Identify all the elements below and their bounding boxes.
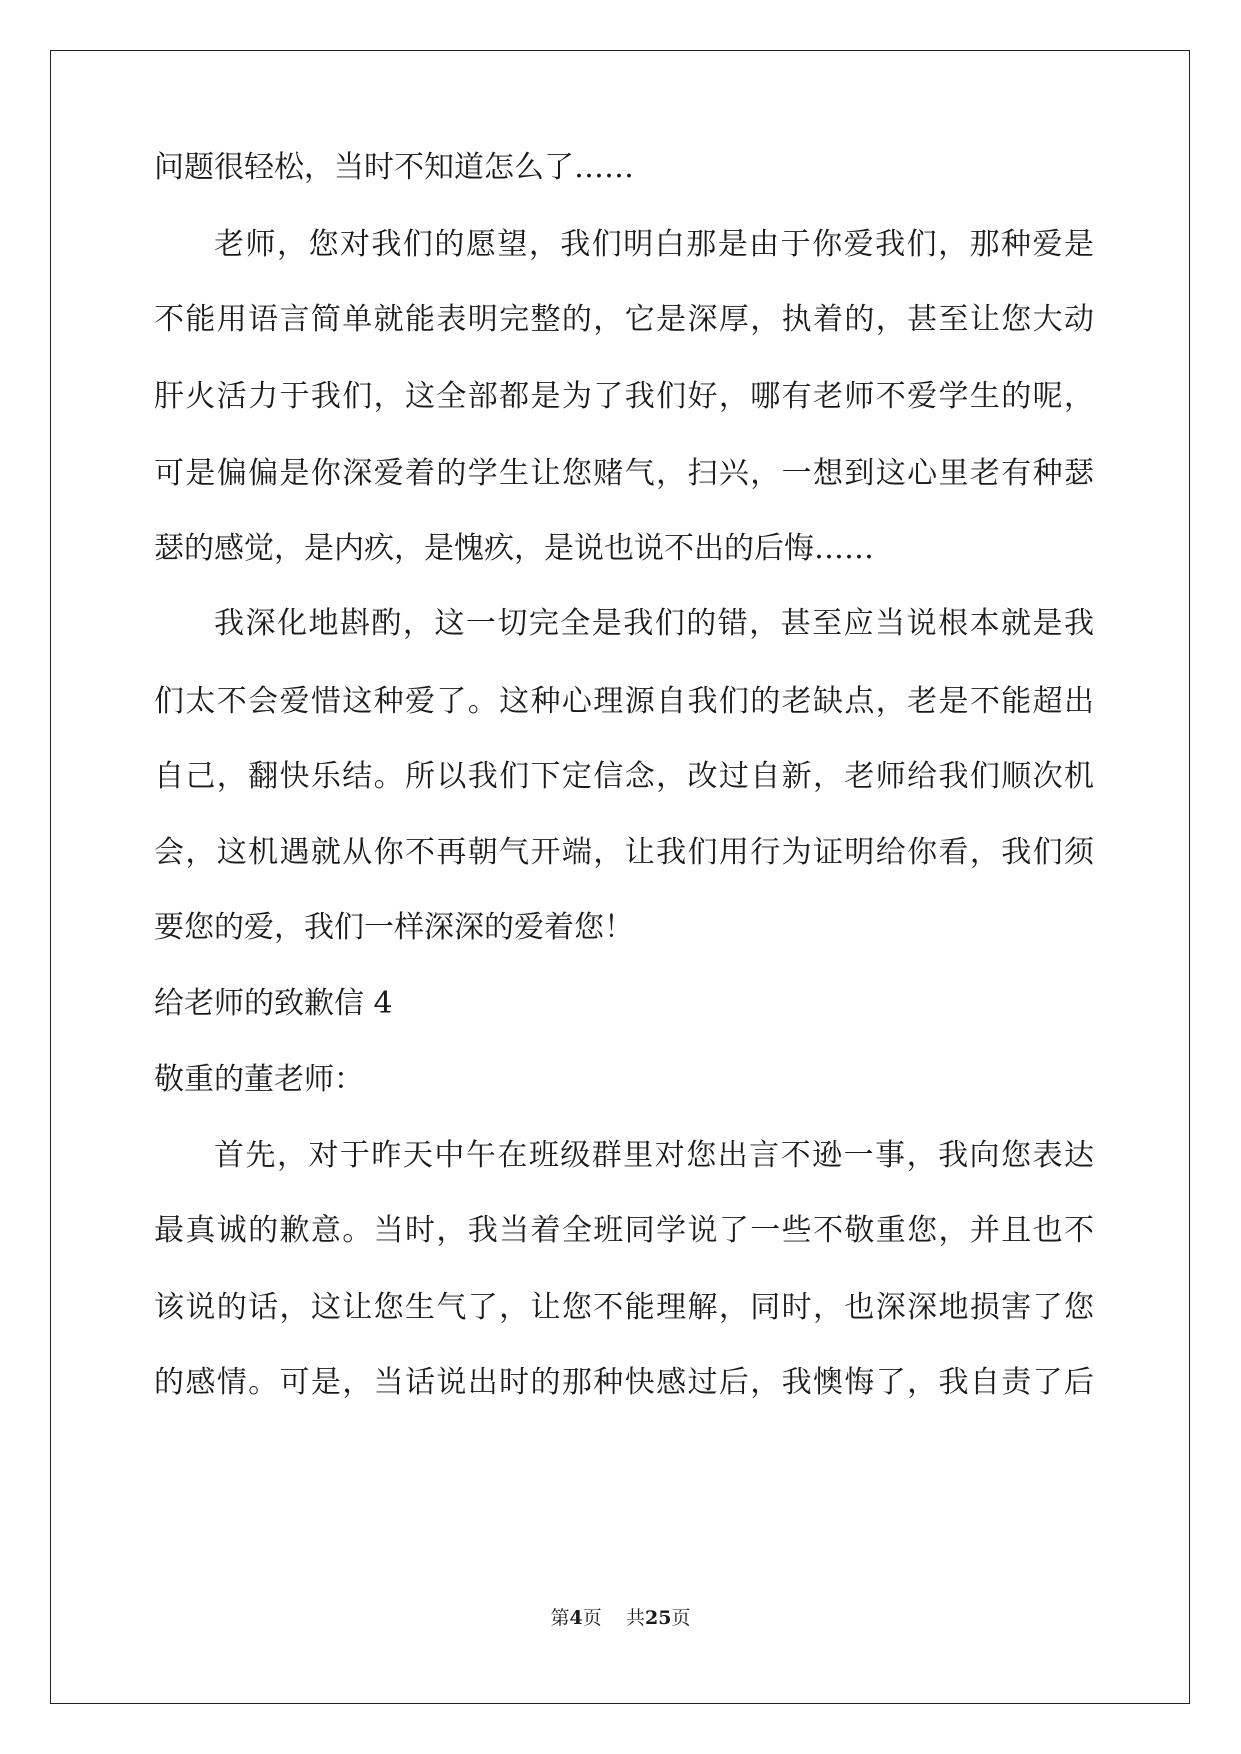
text-line-8: 们太不会爱惜这种爱了。这种心理源自我们的老缺点，老是不能超出	[154, 684, 1094, 719]
section-heading: 给老师的致歉信 4	[154, 986, 393, 1021]
text-line-17: 的感情。可是，当话说出时的那种快感过后，我懊悔了，我自责了后	[154, 1365, 1094, 1400]
text-line-2: 老师，您对我们的愿望，我们明白那是由于你爱我们，那种爱是	[214, 227, 1094, 262]
page-footer	[0, 1606, 1241, 1630]
footer-total-pages: 25	[644, 1607, 672, 1629]
text-line-11: 要您的爱，我们一样深深的爱着您！	[154, 910, 634, 945]
footer-page-suffix: 页	[582, 1607, 602, 1629]
footer-total-prefix: 共	[625, 1607, 645, 1629]
text-line-3: 不能用语言简单就能表明完整的，它是深厚，执着的，甚至让您大动	[154, 302, 1094, 337]
text-line-15: 最真诚的歉意。当时，我当着全班同学说了一些不敬重您，并且也不	[154, 1213, 1094, 1248]
text-line-5: 可是偏偏是你深爱着的学生让您赌气，扫兴，一想到这心里老有种瑟	[154, 456, 1094, 491]
text-line-16: 该说的话，这让您生气了，让您不能理解，同时，也深深地损害了您	[154, 1290, 1094, 1325]
text-line-4: 肝火活力于我们，这全部都是为了我们好，哪有老师不爱学生的呢，	[154, 379, 1094, 414]
footer-prefix: 第	[550, 1607, 570, 1629]
text-line-6: 瑟的感觉，是内疚，是愧疚，是说也说不出的后悔……	[154, 531, 874, 566]
salutation: 敬重的董老师：	[154, 1062, 364, 1097]
text-line-10: 会，这机遇就从你不再朝气开端，让我们用行为证明给你看，我们须	[154, 835, 1094, 870]
page-border	[50, 50, 1190, 1704]
text-line-7: 我深化地斟酌，这一切完全是我们的错，甚至应当说根本就是我	[214, 606, 1094, 641]
text-line-1: 问题很轻松，当时不知道怎么了……	[154, 150, 634, 185]
text-line-9: 自己，翻快乐结。所以我们下定信念，改过自新，老师给我们顺次机	[154, 759, 1094, 794]
text-line-14: 首先，对于昨天中午在班级群里对您出言不逊一事，我向您表达	[214, 1138, 1094, 1173]
footer-total-suffix: 页	[671, 1607, 691, 1629]
footer-page-number: 4	[569, 1607, 583, 1629]
